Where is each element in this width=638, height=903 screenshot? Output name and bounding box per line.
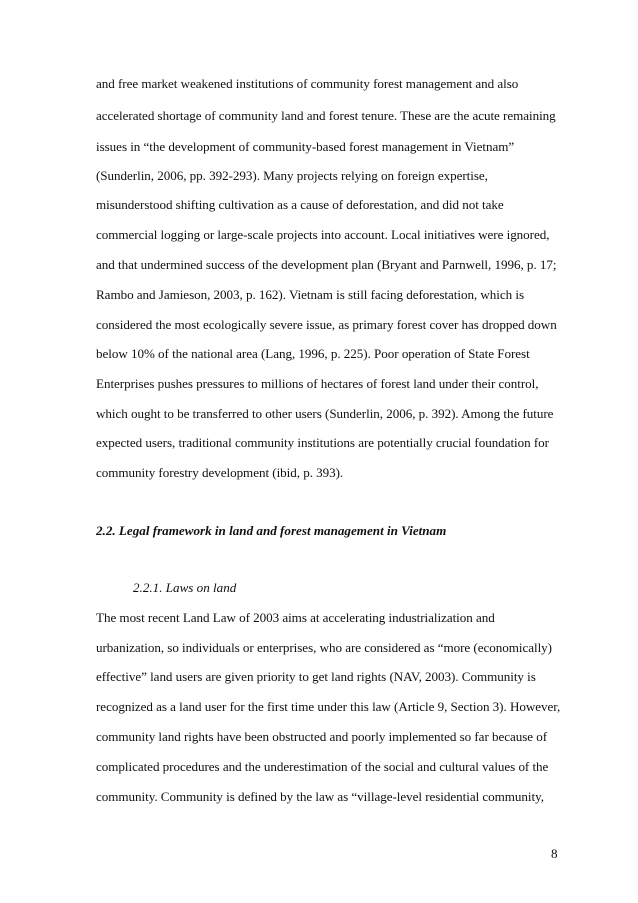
paragraph-2-line-5: community land rights have been obstructed and poorly implemented so far because of [96, 729, 548, 744]
paragraph-1-line-4: (Sunderlin, 2006, pp. 392-293). Many projects relying on foreign expertise, [96, 168, 488, 183]
page-number: 8 [551, 846, 558, 861]
paragraph-1-line-12: which ought to be transferred to other users (Sunderlin, 2006, p. 392). Among the future [96, 406, 554, 421]
paragraph-1-line-11: Enterprises pushes pressures to millions of hectares of forest land under their control, [96, 376, 539, 391]
paragraph-1-line-9: considered the most ecologically severe issue, as primary forest cover has dropped down [96, 317, 557, 332]
paragraph-1-line-2: accelerated shortage of community land and forest tenure. These are the acute remaining [96, 108, 556, 123]
paragraph-1-line-6: commercial logging or large-scale projects into account. Local initiatives were ignored, [96, 227, 550, 242]
paragraph-1-line-13: expected users, traditional community institutions are potentially crucial foundation for [96, 435, 549, 450]
paragraph-1-line-1: and free market weakened institutions of community forest management and also [96, 76, 519, 91]
paragraph-2-line-7: community. Community is defined by the law as “village-level residential community, [96, 789, 544, 804]
section-heading: 2.2. Legal framework in land and forest management in Vietnam [96, 523, 447, 538]
paragraph-1-line-3: issues in “the development of community-based forest management in Vietnam” [96, 139, 515, 154]
paragraph-2-line-1: The most recent Land Law of 2003 aims at accelerating industrialization and [96, 610, 495, 625]
paragraph-2-line-3: effective” land users are given priority to get land rights (NAV, 2003). Community is [96, 669, 536, 684]
paragraph-1-line-5: misunderstood shifting cultivation as a cause of deforestation, and did not take [96, 197, 504, 212]
paragraph-2-line-2: urbanization, so individuals or enterprises, who are considered as “more (economically) [96, 640, 552, 655]
subsection-heading: 2.2.1. Laws on land [133, 580, 237, 595]
paragraph-2-line-6: complicated procedures and the underestimation of the social and cultural values of the [96, 759, 549, 774]
paragraph-2-line-4: recognized as a land user for the first time under this law (Article 9, Section 3). However, [96, 699, 561, 714]
paragraph-1-line-8: Rambo and Jamieson, 2003, p. 162). Vietnam is still facing deforestation, which is [96, 287, 524, 302]
paragraph-1-line-7: and that undermined success of the development plan (Bryant and Parnwell, 1996, p. 17; [96, 257, 557, 272]
paragraph-1-line-10: below 10% of the national area (Lang, 1996, p. 225). Poor operation of State Forest [96, 346, 530, 361]
paragraph-1-line-14: community forestry development (ibid, p. 393). [96, 465, 344, 480]
